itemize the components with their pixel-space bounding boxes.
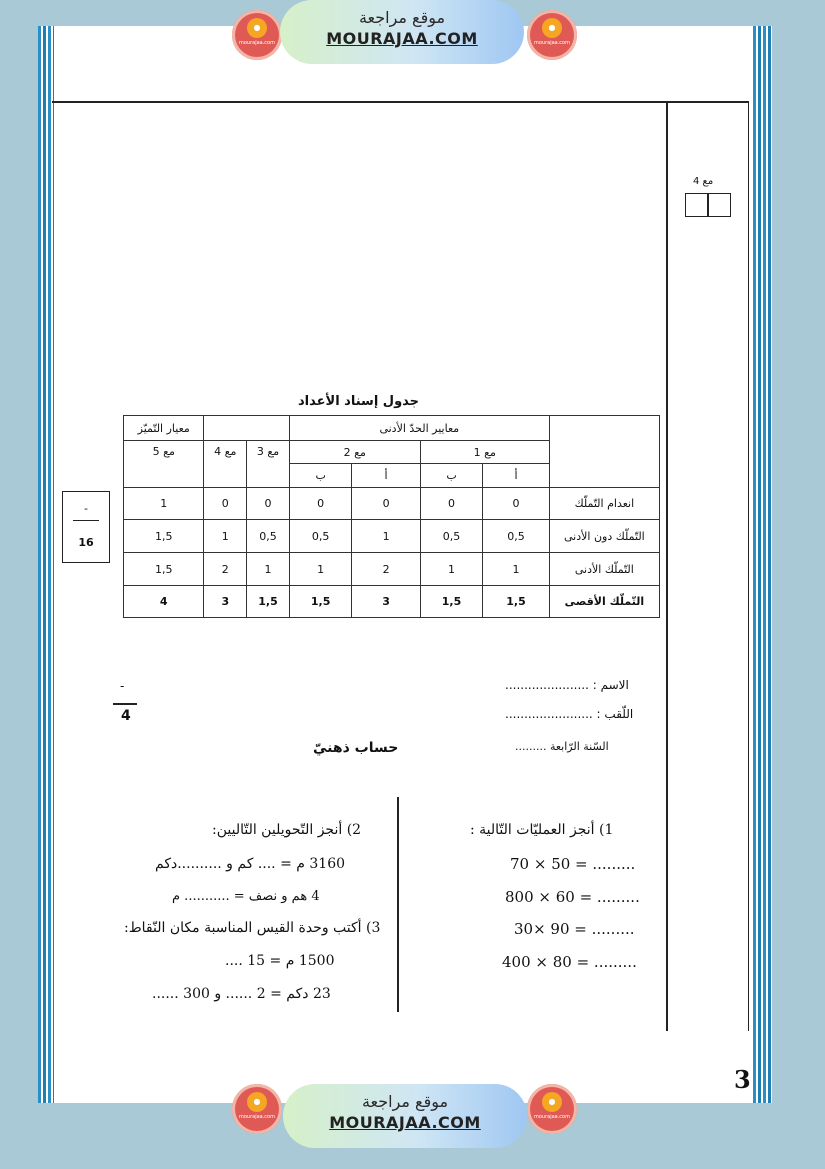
row-label: انعدام التّملّك xyxy=(549,488,659,520)
exercise3-line: 1500 م = 15 .... xyxy=(225,953,335,969)
crit-header-placeholder xyxy=(204,416,289,441)
total-score-box xyxy=(62,491,110,563)
student-grade-field[interactable]: السّنة الرّابعة ......... xyxy=(515,740,609,753)
table-cell: 0 xyxy=(420,488,483,520)
row-label: التّملّك الأقصى xyxy=(549,586,659,618)
site-logo-icon: ● mourajaa.com xyxy=(232,10,282,60)
exercise3-title: 3) أكتب وحدة القيس المناسبة مكان النّقاط: xyxy=(124,920,381,936)
exercise1-line: 30× 90 = ......... xyxy=(514,920,635,938)
table-title: جدول إسناد الأعداد xyxy=(298,394,420,409)
site-logo-icon: ● mourajaa.com xyxy=(527,1084,577,1134)
table-cell: 1 xyxy=(420,553,483,586)
page-border-right xyxy=(753,26,772,1103)
sub-header: أ xyxy=(352,464,420,488)
header-rule xyxy=(52,101,749,103)
mental-score-line xyxy=(113,703,137,705)
table-cell: 0,5 xyxy=(289,520,352,553)
table-cell: 1,5 xyxy=(289,586,352,618)
column-divider xyxy=(397,797,399,1012)
crit-header-5: مع 5 xyxy=(124,441,204,488)
table-cell: 1 xyxy=(483,553,549,586)
watermark-banner-bottom[interactable] xyxy=(283,1084,527,1148)
group-min-header: معايير الحدّ الأدنى xyxy=(289,416,549,441)
table-cell: 0 xyxy=(204,488,247,520)
total-score-num: - xyxy=(84,502,88,515)
exercise1-line: 400 × 80 = ......... xyxy=(502,953,637,971)
table-cell: 1,5 xyxy=(124,520,204,553)
table-cell: 2 xyxy=(352,553,420,586)
mental-score-num: - xyxy=(120,679,125,693)
right-rule xyxy=(748,101,749,1031)
table-cell: 1 xyxy=(247,553,290,586)
crit-header-3: مع 3 xyxy=(247,441,290,488)
table-cell: 0,5 xyxy=(483,520,549,553)
table-cell: 0,5 xyxy=(247,520,290,553)
exercise1-title: 1) أنجز العمليّات التّالية : xyxy=(470,822,614,838)
exercise2-line: 3160 م = .... كم و ..........دكم xyxy=(155,856,346,872)
sub-header: ب xyxy=(420,464,483,488)
exercise2-line: 4 هم و نصف = ........... م xyxy=(172,889,320,904)
table-cell: 0 xyxy=(289,488,352,520)
table-cell: 0,5 xyxy=(420,520,483,553)
score-box xyxy=(685,193,731,217)
watermark-english: MOURAJAA.COM xyxy=(329,1113,481,1132)
exercise2-title: 2) أنجز التّحويلين التّاليين: xyxy=(212,822,362,838)
table-cell: 3 xyxy=(204,586,247,618)
table-cell: 1 xyxy=(352,520,420,553)
mental-score-den: 4 xyxy=(121,708,131,724)
total-score-den: 16 xyxy=(78,536,94,549)
exercise3-line: 23 دكم = 2 ...... و 300 ...... xyxy=(152,986,331,1002)
table-cell: 0 xyxy=(483,488,549,520)
table-cell: 1 xyxy=(124,488,204,520)
table-cell: 1,5 xyxy=(247,586,290,618)
criterion-label: مع 4 xyxy=(693,176,714,187)
student-name-field[interactable]: الاسم : ...................... xyxy=(505,678,629,692)
table-cell: 1,5 xyxy=(420,586,483,618)
table-cell: 0 xyxy=(247,488,290,520)
row-label: التّملّك الأدنى xyxy=(549,553,659,586)
table-cell: 1 xyxy=(204,520,247,553)
row-label: التّملّك دون الأدنى xyxy=(549,520,659,553)
section-title: حساب ذهنيّ xyxy=(313,740,399,756)
margin-rule xyxy=(666,101,668,1031)
watermark-arabic: موقع مراجعة xyxy=(361,1092,449,1111)
sub-header: أ xyxy=(483,464,549,488)
watermark-english: MOURAJAA.COM xyxy=(326,29,478,48)
table-cell: 1,5 xyxy=(483,586,549,618)
table-cell: 0 xyxy=(352,488,420,520)
crit-header-4: مع 4 xyxy=(204,441,247,488)
table-cell: 1 xyxy=(289,553,352,586)
exercise1-line: 800 × 60 = ......... xyxy=(505,888,640,906)
grading-table xyxy=(123,415,660,618)
watermark-arabic: موقع مراجعة xyxy=(358,8,446,27)
student-surname-field[interactable]: اللّقب : ....................... xyxy=(505,707,634,721)
site-logo-icon: ● mourajaa.com xyxy=(527,10,577,60)
page-border-left xyxy=(38,26,54,1103)
group-excellence-header: معيار التّميّز xyxy=(124,416,204,441)
table-cell: 4 xyxy=(124,586,204,618)
site-logo-icon: ● mourajaa.com xyxy=(232,1084,282,1134)
crit-header-1: مع 1 xyxy=(420,441,549,464)
crit-header-2: مع 2 xyxy=(289,441,420,464)
table-cell: 1,5 xyxy=(124,553,204,586)
page-number: 3 xyxy=(734,1065,751,1094)
exercise1-line: 70 × 50 = ......... xyxy=(510,855,636,873)
sub-header: ب xyxy=(289,464,352,488)
watermark-banner-top[interactable] xyxy=(280,0,524,64)
table-cell: 3 xyxy=(352,586,420,618)
table-cell: 2 xyxy=(204,553,247,586)
